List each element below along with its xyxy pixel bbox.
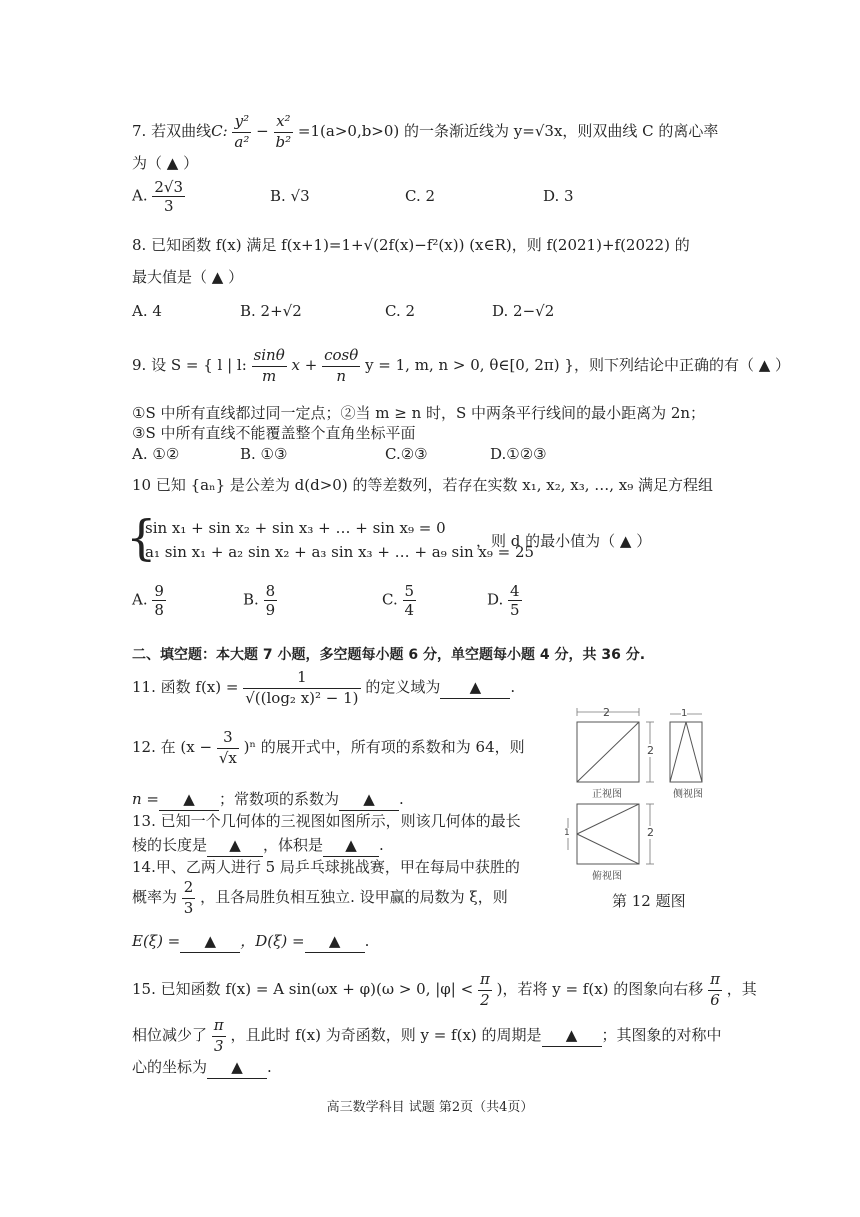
q10-option-a: A. $\frac{9}{8}$: [132, 582, 164, 619]
dim-top-small: 1: [564, 828, 570, 838]
q7-option-b: B. √3: [270, 187, 310, 205]
q15-line1: 15. 已知函数 f(x) = A sin(ωx + φ)(ω > 0, |φ| < $\frac{\pi}{2}$ )，若将 y = f(x) 的图象向右移 $\frac{\pi}{6}$ ，其: [132, 970, 757, 1009]
q14-line2: 概率为 $\frac{2}{3}$ ，且各局胜负相互独立. 设甲赢的局数为 ξ，则: [132, 878, 508, 917]
q10-option-c: C. $\frac{5}{4}$: [382, 582, 415, 619]
side-view-label: 侧视图: [673, 789, 703, 800]
front-view-label: 正视图: [592, 789, 622, 800]
three-view-figure: [560, 700, 760, 920]
q14-line1: 14.甲、乙两人进行 5 局乒乓球挑战赛，甲在每局中获胜的: [132, 858, 520, 876]
q9-option-d: D.①②③: [490, 445, 547, 463]
q8-option-d: D. 2−√2: [492, 302, 555, 320]
q11-answer-blank: ▲: [440, 678, 510, 699]
q8-option-c: C. 2: [385, 302, 416, 320]
q10-equation-1: sin x₁ + sin x₂ + sin x₃ + … + sin x₉ = 0: [145, 519, 446, 537]
q15-line3: 心的坐标为 ▲ .: [132, 1058, 272, 1079]
q7-line2: 为（ ▲ ）: [132, 154, 199, 172]
q10-system-brace: {: [126, 510, 157, 566]
q14-expectation-blank: ▲: [180, 932, 240, 953]
q7-option-a: A. $\frac{2√3}{3}$: [132, 178, 184, 215]
q13-edge-blank: ▲: [207, 836, 263, 857]
q15-period-blank: ▲: [542, 1026, 602, 1047]
section2-heading: 二、填空题：本大题 7 小题，多空题每小题 6 分，单空题每小题 4 分，共 36 分.: [132, 647, 646, 663]
dim-front-height: 2: [647, 744, 654, 757]
dim-top-height: 2: [647, 826, 654, 839]
q12-line1: 12. 在 (x − $\frac{3}{√x}$ )ⁿ 的展开式中，所有项的系数和为 64，则: [132, 728, 525, 767]
page-footer: 高三数学科目 试题 第2页（共4页）: [326, 1100, 534, 1115]
q9-statement-1-2: ①S 中所有直线都过同一定点；②当 m ≥ n 时，S 中两条平行线间的最小距离为 2n；: [132, 404, 706, 422]
q8-line2: 最大值是（ ▲ ）: [132, 268, 244, 286]
q9-statement-3: ③S 中所有直线不能覆盖整个直角坐标平面: [132, 424, 416, 442]
q10-option-b: B. $\frac{8}{9}$: [243, 582, 276, 619]
dim-side-width: 1: [681, 708, 688, 719]
q15-line2: 相位减少了 $\frac{\pi}{3}$ ，且此时 f(x) 为奇函数，则 y = f(x) 的周期是 ▲ ；其图象的对称中: [132, 1016, 722, 1055]
q8-line1: 8. 已知函数 f(x) 满足 f(x+1)=1+√(2f(x)−f²(x)) (x∈R)，则 f(2021)+f(2022) 的: [132, 236, 690, 254]
q9-line1: 9. 设 S = { l | l: $\frac{\sin\theta}{m}$ x + $\frac{\cos\theta}{n}$ y = 1, m, n > 0, θ∈[0, 2π) }，则下列结论中正确的有（ ▲ ）: [132, 346, 791, 385]
q13-line1: 13. 已知一个几何体的三视图如图所示，则该几何体的最长: [132, 812, 521, 830]
q8-option-a: A. 4: [132, 302, 162, 320]
q7-option-d: D. 3: [543, 187, 574, 205]
q10-line1: 10 已知 {aₙ} 是公差为 d(d>0) 的等差数列，若存在实数 x₁, x₂, x₃, …, x₉ 满足方程组: [132, 476, 714, 494]
dim-front-width: 2: [603, 706, 610, 719]
q8-option-b: B. 2+√2: [240, 302, 302, 320]
q13-line2: 棱的长度是 ▲ ，体积是 ▲ .: [132, 836, 384, 857]
q14-variance-blank: ▲: [305, 932, 365, 953]
q12-line2: n = ▲ ；常数项的系数为 ▲ .: [132, 790, 404, 811]
q15-center-blank: ▲: [207, 1058, 267, 1079]
q10-line2-tail: ，则 d 的最小值为（ ▲ ）: [476, 532, 652, 550]
q9-option-a: A. ①②: [132, 445, 180, 463]
figure-caption: 第 12 题图: [612, 892, 686, 910]
q7-line1: 7. 若双曲线C: $\frac{\text{y²}}{\text{a²}}$ − $\frac{\text{x²}}{\text{b²}}$ =1(a>0,b>0) 的一条渐近线为 y=√3x，则双曲线 C 的离心率: [132, 112, 719, 151]
q13-volume-blank: ▲: [323, 836, 379, 857]
q14-line3: E(ξ) = ▲ ，D(ξ) = ▲ .: [132, 932, 369, 953]
q10-option-d: D. $\frac{4}{5}$: [487, 582, 520, 619]
q12-n-blank: ▲: [159, 790, 219, 811]
top-view-label: 俯视图: [592, 871, 622, 882]
q11-line: 11. 函数 f(x) = $\frac{1}{\text{√((log₂ x)² − 1)}}$ 的定义域为 ▲ .: [132, 668, 516, 707]
q7-option-c: C. 2: [405, 187, 436, 205]
three-view-drawing: [560, 700, 760, 880]
q9-option-b: B. ①③: [240, 445, 288, 463]
q9-option-c: C.②③: [385, 445, 428, 463]
q12-constant-blank: ▲: [339, 790, 399, 811]
q10-equation-2: a₁ sin x₁ + a₂ sin x₂ + a₃ sin x₃ + … + a₉ sin x₉ = 25: [145, 543, 535, 561]
